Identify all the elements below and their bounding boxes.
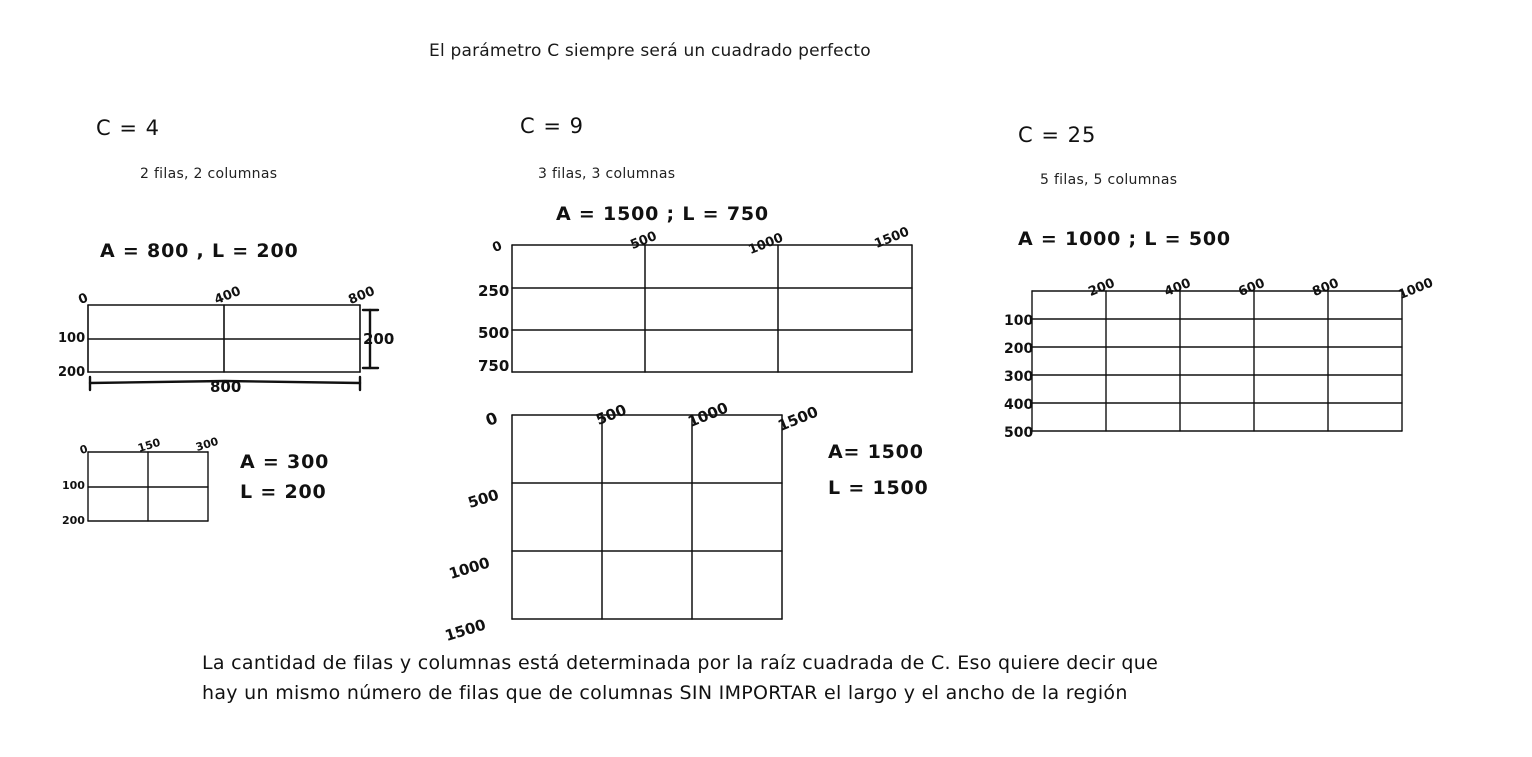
tick-c9-1-y-2: 500 [478, 324, 510, 342]
tick-c9-2-x-1: 500 [593, 400, 630, 429]
footer-line-2: hay un mismo número de filas que de columnas SIN IMPORTAR el largo y el ancho de la región [202, 682, 1128, 704]
tick-c9-2-y-3: 1500 [442, 615, 488, 645]
case-title-c4: C = 4 [96, 116, 160, 140]
tick-c9-2-y-1: 500 [465, 485, 501, 512]
tick-c9-2-y-2: 1000 [446, 553, 492, 583]
tick-c4-2-y-2: 200 [62, 514, 85, 527]
tick-c25-y-4: 400 [1004, 397, 1034, 413]
tick-c9-1-x-0: 0 [490, 238, 505, 256]
dim-label-c4-1-height: 200 [363, 330, 395, 348]
annotation-c9-grid2-a: A= 1500 [828, 441, 924, 463]
annotation-c9-grid1: A = 1500 ; L = 750 [556, 203, 769, 225]
case-subtitle-c4: 2 filas, 2 columnas [140, 166, 278, 182]
tick-c9-1-y-1: 250 [478, 282, 510, 300]
tick-c4-1-x-0: 0 [76, 290, 91, 308]
case-title-c9: C = 9 [520, 114, 584, 138]
tick-c25-x-1: 200 [1086, 275, 1118, 300]
tick-c9-1-y-3: 750 [478, 357, 510, 375]
tick-c9-2-x-2: 1000 [685, 398, 731, 431]
tick-c4-1-x-2: 800 [346, 283, 378, 308]
tick-c25-y-5: 500 [1004, 425, 1034, 441]
annotation-c4-grid2-l: L = 200 [240, 481, 327, 503]
tick-c25-x-4: 800 [1310, 275, 1342, 300]
tick-c9-2-x-0: 0 [482, 408, 501, 430]
annotation-c25-grid1: A = 1000 ; L = 500 [1018, 228, 1231, 250]
annotation-c4-grid2-a: A = 300 [240, 451, 330, 473]
tick-c4-2-x-0: 0 [78, 442, 90, 457]
tick-c9-1-x-3: 1500 [872, 224, 912, 252]
tick-c25-x-2: 400 [1162, 275, 1194, 300]
dim-label-c4-1-width: 800 [210, 378, 242, 396]
tick-c9-2-x-3: 1500 [775, 402, 821, 435]
tick-c25-x-3: 600 [1236, 275, 1268, 300]
case-title-c25: C = 25 [1018, 123, 1097, 147]
tick-c25-y-3: 300 [1004, 369, 1034, 385]
annotation-c4-grid1: A = 800 , L = 200 [100, 240, 299, 262]
case-subtitle-c25: 5 filas, 5 columnas [1040, 172, 1178, 188]
tick-c9-1-x-1: 500 [628, 228, 660, 253]
annotation-c9-grid2-l: L = 1500 [828, 477, 929, 499]
tick-c25-x-5: 1000 [1396, 275, 1436, 303]
tick-c25-y-1: 100 [1004, 313, 1034, 329]
tick-c4-1-x-1: 400 [212, 283, 244, 308]
footer-line-1: La cantidad de filas y columnas está determinada por la raíz cuadrada de C. Eso quiere decir que [202, 652, 1159, 674]
tick-c25-y-2: 200 [1004, 341, 1034, 357]
tick-c4-2-y-1: 100 [62, 479, 85, 492]
tick-c4-1-y-1: 100 [58, 331, 86, 346]
tick-c4-2-x-2: 300 [194, 434, 220, 454]
tick-c9-1-x-2: 1000 [746, 230, 786, 258]
tick-c4-2-x-1: 150 [136, 435, 162, 455]
tick-c4-1-y-2: 200 [58, 365, 86, 380]
case-subtitle-c9: 3 filas, 3 columnas [538, 166, 676, 182]
page-title: El parámetro C siempre será un cuadrado perfecto [429, 41, 871, 61]
